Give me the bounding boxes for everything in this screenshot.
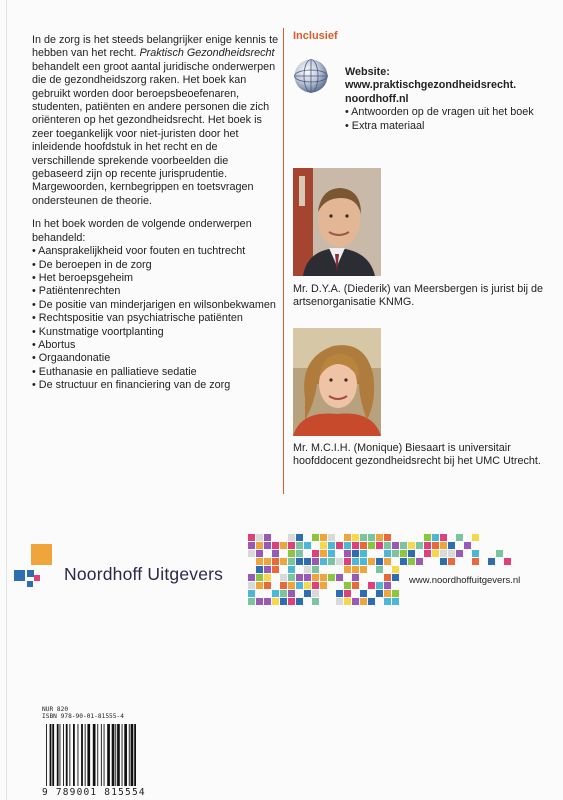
mosaic-pixel	[464, 542, 471, 549]
mosaic-pixel	[256, 566, 263, 573]
mosaic-pixel	[360, 534, 367, 541]
mosaic-pixel	[288, 574, 295, 581]
mosaic-pixel	[264, 542, 271, 549]
mosaic-pixel	[320, 558, 327, 565]
mosaic-pixel	[272, 558, 279, 565]
mosaic-pixel	[296, 550, 303, 557]
mosaic-pixel	[304, 542, 311, 549]
mosaic-pixel	[312, 574, 319, 581]
topics-heading: In het boek worden de volgende onderwerpen behandeld:	[32, 218, 252, 244]
mosaic-pixel	[256, 582, 263, 589]
mosaic-pixel	[280, 598, 287, 605]
mosaic-pixel	[408, 542, 415, 549]
mosaic-pixel	[392, 550, 399, 557]
mosaic-pixel	[296, 598, 303, 605]
mosaic-pixel	[328, 542, 335, 549]
mosaic-pixel	[392, 590, 399, 597]
mosaic-pixel	[320, 582, 327, 589]
website-url[interactable]: www.praktischgezondheidsrecht. noordhoff.nl	[345, 79, 517, 105]
mosaic-pixel	[392, 574, 399, 581]
mosaic-pixel	[360, 550, 367, 557]
mosaic-pixel	[256, 542, 263, 549]
description-column	[32, 34, 280, 393]
mosaic-pixel	[352, 558, 359, 565]
mosaic-pixel	[392, 598, 399, 605]
mosaic-pixel	[320, 542, 327, 549]
barcode-bar	[93, 724, 96, 786]
mosaic-pixel	[288, 566, 295, 573]
mosaic-pixel	[392, 566, 399, 573]
mosaic-pixel	[336, 598, 343, 605]
mosaic-pixel	[312, 534, 319, 541]
mosaic-pixel	[272, 550, 279, 557]
mosaic-pixel	[304, 582, 311, 589]
barcode-bar	[112, 724, 115, 786]
mosaic-pixel	[288, 590, 295, 597]
mosaic-pixel	[432, 550, 439, 557]
barcode-image	[42, 724, 172, 786]
barcode-bar	[101, 724, 102, 786]
mosaic-pixel	[376, 558, 383, 565]
mosaic-pixel	[272, 590, 279, 597]
mosaic-pixel	[384, 534, 391, 541]
website-block	[345, 66, 550, 133]
barcode-bar	[129, 724, 130, 786]
mosaic-pixel	[320, 534, 327, 541]
barcode-bar	[50, 724, 52, 786]
mosaic-pixel	[296, 582, 303, 589]
barcode-bar	[134, 724, 136, 786]
mosaic-pixel	[288, 598, 295, 605]
barcode-bar	[81, 724, 83, 786]
mosaic-pixel	[312, 598, 319, 605]
mosaic-pixel	[376, 582, 383, 589]
topic-item: • Aansprakelijkheid voor fouten en tuchtrecht	[32, 245, 246, 258]
author-caption-diederik: Mr. D.Y.A. (Diederik) van Meersbergen is jurist bij de artsenorganisatie KNMG.	[293, 283, 544, 309]
mosaic-pixel	[320, 574, 327, 581]
mosaic-pixel	[344, 550, 351, 557]
mosaic-pixel	[328, 550, 335, 557]
mosaic-pixel	[376, 566, 383, 573]
mosaic-pixel	[400, 550, 407, 557]
topic-item: • Het beroepsgeheim	[32, 271, 134, 284]
mosaic-pixel	[248, 598, 255, 605]
mosaic-pixel	[312, 558, 319, 565]
barcode-bar	[131, 724, 134, 786]
mosaic-pixel	[280, 574, 287, 581]
mosaic-pixel	[248, 534, 255, 541]
mosaic-pixel	[264, 598, 271, 605]
mosaic-pixel	[472, 550, 479, 557]
mosaic-pixel	[336, 558, 343, 565]
mosaic-pixel	[352, 542, 359, 549]
barcode-bar	[66, 724, 68, 786]
mosaic-pixel	[440, 550, 447, 557]
mosaic-pixel	[296, 558, 303, 565]
mosaic-pixel	[384, 550, 391, 557]
mosaic-pixel	[256, 534, 263, 541]
mosaic-pixel	[416, 542, 423, 549]
mosaic-pixel	[288, 558, 295, 565]
mosaic-pixel	[280, 558, 287, 565]
mosaic-pixel	[400, 558, 407, 565]
mosaic-pixel	[432, 534, 439, 541]
mosaic-pixel	[248, 574, 255, 581]
mosaic-pixel	[424, 534, 431, 541]
mosaic-pixel	[288, 582, 295, 589]
website-label: Website:	[345, 66, 390, 78]
mosaic-pixel	[352, 582, 359, 589]
mosaic-pixel	[352, 534, 359, 541]
mosaic-pixel	[360, 590, 367, 597]
mosaic-pixel	[272, 542, 279, 549]
publisher-url[interactable]: www.noordhoffuitgevers.nl	[409, 575, 521, 586]
intro-text-2: behandelt een groot aantal juridische onderwerpen die de gezondheidszorg raken. Het boek kan gebruikt worden door beroepsbeoefenaren, studenten, patiënten en andere personen die zich oriënteren op het gezondheidsrecht. Het boek is zeer toegankelijk voor niet-juristen door het inleidende hoofdstuk in het recht en de verschillende sprekende voorbeelden die gebaseerd zijn op recente jurisprudentie. Margewoorden, kernbegrippen en toetsvragen ondersteunen de theorie.	[32, 60, 276, 207]
topic-item: • Euthanasie en palliatieve sedatie	[32, 365, 197, 378]
mosaic-pixel	[472, 558, 479, 565]
mosaic-pixel	[304, 558, 311, 565]
mosaic-pixel	[304, 574, 311, 581]
barcode-bar	[52, 724, 54, 786]
mosaic-pixel	[408, 558, 415, 565]
mosaic-pixel	[432, 542, 439, 549]
mosaic-pixel	[424, 542, 431, 549]
side-column	[293, 30, 548, 468]
barcode-bar	[69, 724, 70, 786]
mosaic-pixel	[296, 534, 303, 541]
mosaic-pixel	[248, 582, 255, 589]
mosaic-pixel	[384, 558, 391, 565]
mosaic-pixel	[264, 574, 271, 581]
barcode-bar	[97, 724, 98, 786]
mosaic-pixel	[320, 550, 327, 557]
barcode-bar	[117, 724, 120, 786]
mosaic-pixel	[440, 534, 447, 541]
mosaic-pixel	[280, 582, 287, 589]
topic-item: • De structuur en financiering van de zorg	[32, 379, 231, 392]
mosaic-pixel	[256, 550, 263, 557]
topic-item: • Kunstmatige voortplanting	[32, 325, 164, 338]
nur-code: NUR 820	[42, 706, 69, 713]
mosaic-pixel	[376, 534, 383, 541]
barcode-bar	[78, 724, 79, 786]
mosaic-pixel	[448, 550, 455, 557]
mosaic-pixel	[384, 542, 391, 549]
mosaic-pixel	[264, 534, 271, 541]
mosaic-pixel	[360, 542, 367, 549]
mosaic-pixel	[248, 542, 255, 549]
mosaic-pixel	[264, 566, 271, 573]
noordhoff-logo-icon	[14, 544, 54, 590]
mosaic-pixel	[296, 542, 303, 549]
mosaic-pixel	[304, 590, 311, 597]
author-photo-monique	[293, 328, 381, 436]
mosaic-pixel	[368, 598, 375, 605]
mosaic-pixel	[448, 558, 455, 565]
mosaic-pixel	[344, 534, 351, 541]
mosaic-pixel	[312, 550, 319, 557]
mosaic-pixel	[256, 558, 263, 565]
mosaic-pixel	[344, 542, 351, 549]
barcode-bar	[46, 724, 47, 786]
topic-item: • Orgaandonatie	[32, 352, 111, 365]
mosaic-pixel	[384, 574, 391, 581]
barcode-bar	[115, 724, 116, 786]
mosaic-pixel	[328, 574, 335, 581]
mosaic-pixel	[272, 566, 279, 573]
pixel-mosaic-decoration	[248, 534, 548, 606]
mosaic-pixel	[248, 550, 255, 557]
mosaic-pixel	[352, 574, 359, 581]
barcode-block	[42, 706, 176, 798]
mosaic-pixel	[456, 534, 463, 541]
mosaic-pixel	[376, 590, 383, 597]
mosaic-pixel	[280, 590, 287, 597]
mosaic-pixel	[440, 542, 447, 549]
mosaic-pixel	[328, 534, 335, 541]
mosaic-pixel	[312, 566, 319, 573]
mosaic-pixel	[496, 550, 503, 557]
mosaic-pixel	[368, 582, 375, 589]
mosaic-pixel	[352, 598, 359, 605]
mosaic-pixel	[360, 598, 367, 605]
mosaic-pixel	[264, 558, 271, 565]
barcode-bar	[57, 724, 59, 786]
mosaic-pixel	[352, 550, 359, 557]
mosaic-pixel	[312, 590, 319, 597]
mosaic-pixel	[384, 582, 391, 589]
barcode-bar	[63, 724, 64, 786]
page-edge	[6, 0, 7, 800]
mosaic-pixel	[248, 590, 255, 597]
barcode-bar	[87, 724, 90, 786]
column-divider	[283, 28, 284, 494]
mosaic-pixel	[416, 558, 423, 565]
mosaic-pixel	[368, 542, 375, 549]
mosaic-pixel	[504, 558, 511, 565]
mosaic-pixel	[400, 542, 407, 549]
mosaic-pixel	[336, 574, 343, 581]
topics-list	[32, 245, 280, 392]
intro-paragraph	[32, 34, 280, 208]
topic-item: • Abortus	[32, 338, 76, 351]
mosaic-pixel	[288, 550, 295, 557]
mosaic-pixel	[328, 558, 335, 565]
ean-number: 9 789001 815554	[42, 787, 146, 798]
mosaic-pixel	[344, 566, 351, 573]
mosaic-pixel	[472, 534, 479, 541]
barcode-bar	[122, 724, 123, 786]
barcode-bar	[60, 724, 61, 786]
isbn-code: ISBN 978-90-01-81555-4	[42, 713, 124, 720]
mosaic-pixel	[352, 566, 359, 573]
mosaic-pixel	[376, 542, 383, 549]
mosaic-pixel	[288, 534, 295, 541]
mosaic-pixel	[384, 590, 391, 597]
mosaic-pixel	[256, 598, 263, 605]
barcode-bar	[85, 724, 86, 786]
barcode-bar	[73, 724, 75, 786]
mosaic-pixel	[336, 590, 343, 597]
author-caption-monique: Mr. M.C.I.H. (Monique) Biesaart is universitair hoofddocent gezondheidsrecht bij het UMC Utrecht.	[293, 442, 541, 468]
mosaic-pixel	[288, 542, 295, 549]
author-photo-diederik	[293, 168, 381, 276]
mosaic-pixel	[312, 582, 319, 589]
mosaic-pixel	[296, 574, 303, 581]
mosaic-pixel	[256, 574, 263, 581]
topic-item: • Rechtspositie van psychiatrische patiënten	[32, 312, 243, 325]
mosaic-pixel	[280, 542, 287, 549]
mosaic-pixel	[424, 550, 431, 557]
globe-icon	[293, 58, 329, 94]
topic-item: • De beroepen in de zorg	[32, 258, 152, 271]
mosaic-pixel	[336, 542, 343, 549]
mosaic-pixel	[344, 590, 351, 597]
topic-item: • Patiëntenrechten	[32, 285, 121, 298]
mosaic-pixel	[384, 598, 391, 605]
topic-item: • De positie van minderjarigen en wilsonbekwamen	[32, 298, 276, 311]
barcode-bar	[107, 724, 110, 786]
barcode-bar	[124, 724, 127, 786]
mosaic-pixel	[360, 558, 367, 565]
mosaic-pixel	[272, 598, 279, 605]
extras-list	[345, 106, 550, 133]
mosaic-pixel	[488, 558, 495, 565]
mosaic-pixel	[440, 558, 447, 565]
barcode-bar	[104, 724, 105, 786]
mosaic-pixel	[368, 558, 375, 565]
publisher-name: Noordhoff Uitgevers	[64, 564, 224, 584]
extras-item: • Extra materiaal	[345, 119, 425, 132]
mosaic-pixel	[344, 558, 351, 565]
mosaic-pixel	[392, 542, 399, 549]
extras-item: • Antwoorden op de vragen uit het boek	[345, 106, 534, 119]
mosaic-pixel	[344, 582, 351, 589]
intro-text-1: In de zorg is het steeds belangrijker enige kennis te hebben van het recht.	[32, 34, 279, 60]
mosaic-pixel	[264, 582, 271, 589]
mosaic-pixel	[368, 534, 375, 541]
mosaic-pixel	[448, 542, 455, 549]
mosaic-pixel	[304, 566, 311, 573]
book-title-italic: Praktisch Gezondheidsrecht	[139, 47, 275, 60]
mosaic-pixel	[408, 550, 415, 557]
mosaic-pixel	[344, 598, 351, 605]
mosaic-pixel	[360, 566, 367, 573]
mosaic-pixel	[456, 550, 463, 557]
inclusief-heading: Inclusief	[293, 30, 338, 42]
